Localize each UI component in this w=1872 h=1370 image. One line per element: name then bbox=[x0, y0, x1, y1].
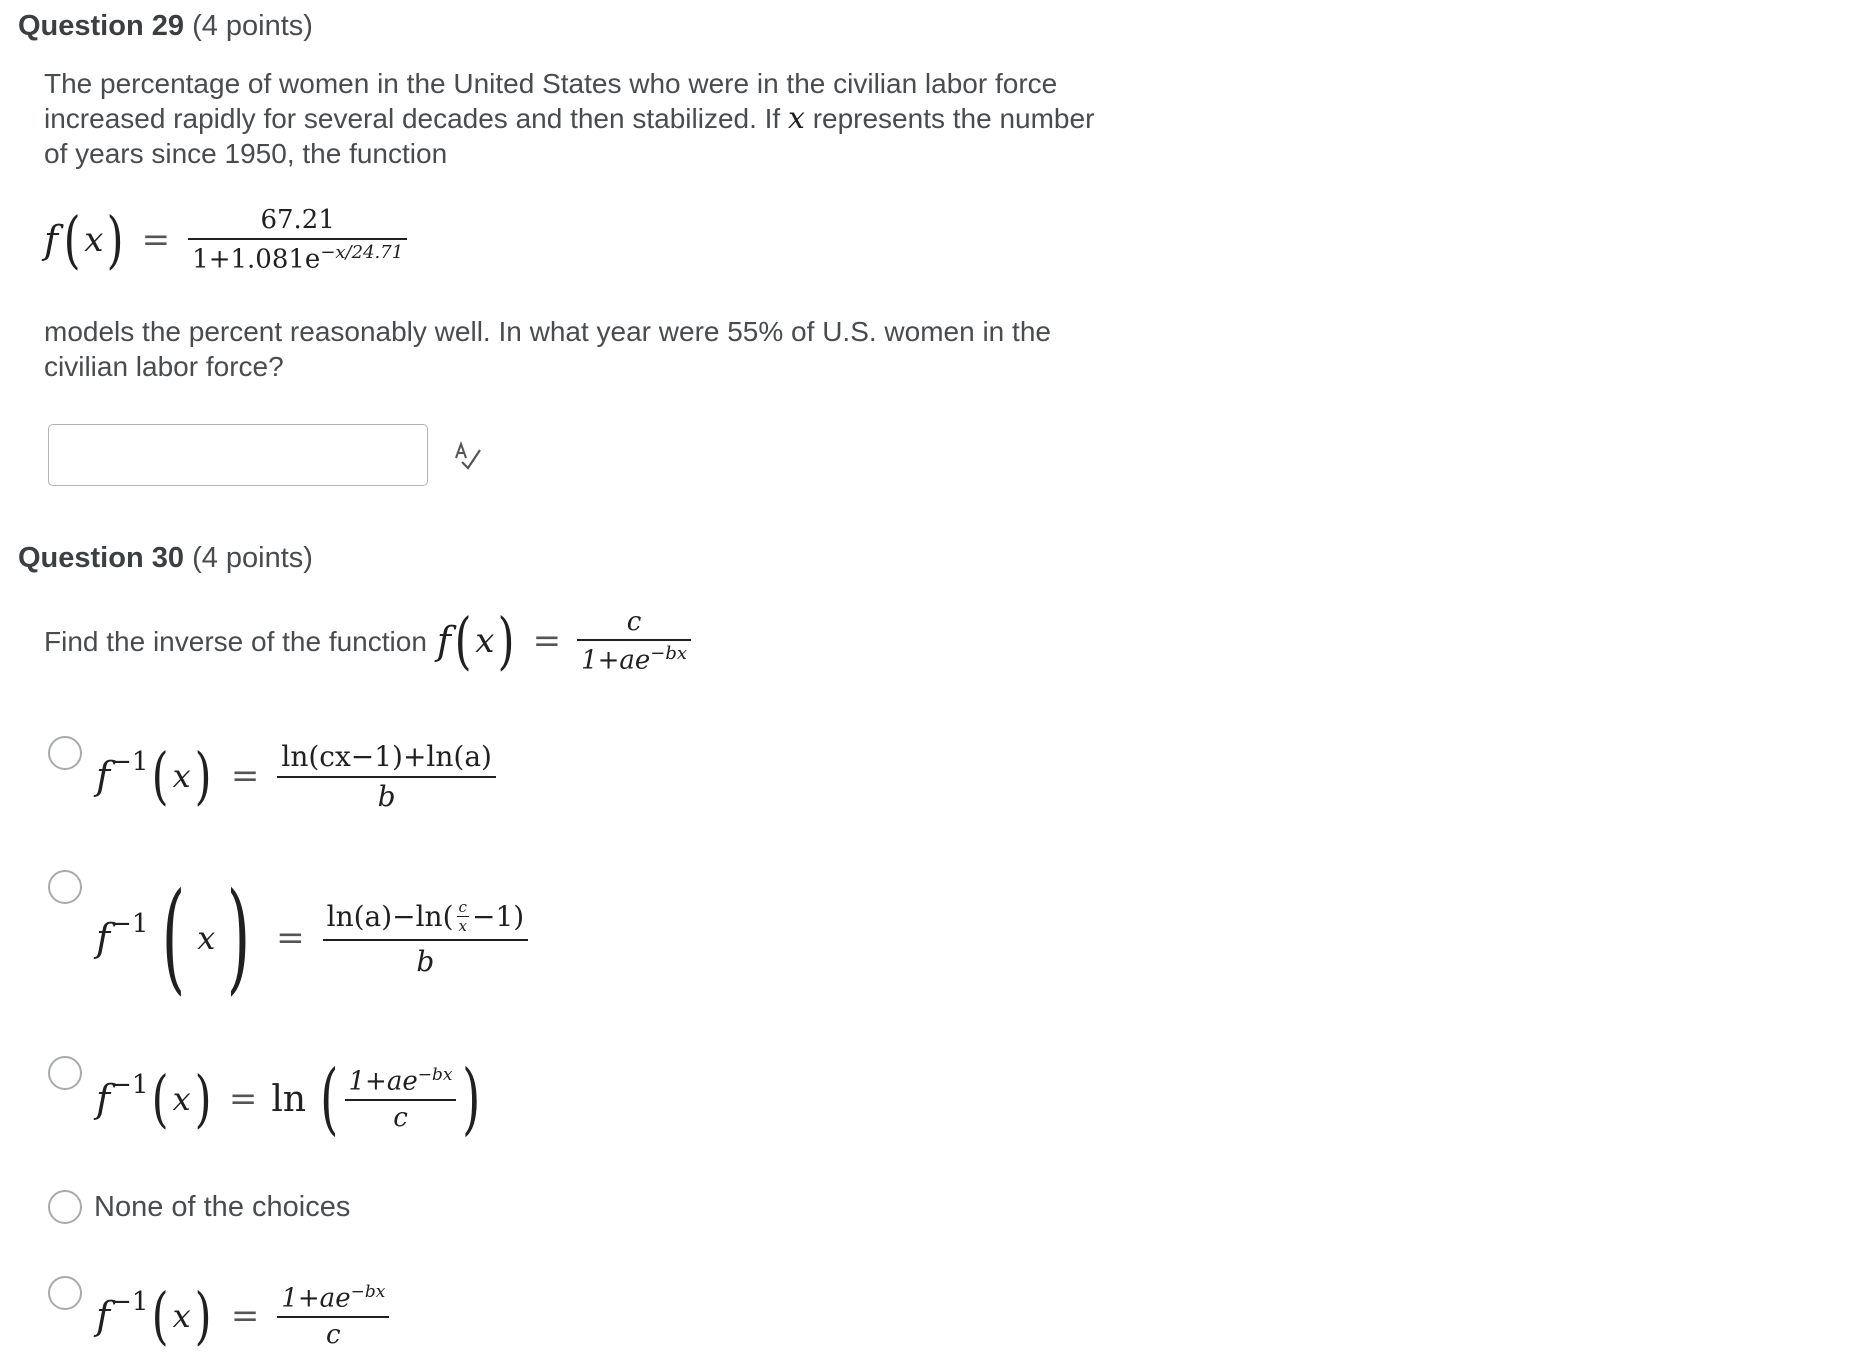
option-3-formula[interactable]: f $^{-1}$ ( x ) = ln ( $\frac{1+ae^{-bx}}{c}$ ) bbox=[96, 1054, 481, 1144]
q29-line-4: models the percent reasonably well. In what year were 55% of U.S. women in the bbox=[44, 316, 1051, 347]
option-4-label[interactable]: None of the choices bbox=[94, 1191, 351, 1223]
option-2-radio[interactable] bbox=[48, 870, 82, 904]
q30-fraction bbox=[577, 607, 691, 676]
q29-line-3: of years since 1950, the function bbox=[44, 138, 448, 169]
q29-line-1: The percentage of women in the United States who were in the civilian labor force bbox=[44, 68, 1058, 99]
q29-formula: f ( x ) = $\frac{67.21}{1+1.081e^{-x/24.71}}$ bbox=[44, 200, 407, 280]
question-29-text-2 bbox=[44, 314, 1194, 384]
q30-prompt-text: Find the inverse of the function bbox=[44, 625, 427, 657]
option-4-radio[interactable] bbox=[48, 1190, 82, 1224]
q29-line-2: increased rapidly for several decades and then stabilized. If x represents the number bbox=[44, 101, 1095, 136]
question-29-header bbox=[18, 10, 313, 43]
q29-numerator: 67.21 bbox=[188, 205, 407, 240]
question-30-label: Question 30 bbox=[18, 542, 184, 574]
q29-line-5: civilian labor force? bbox=[44, 351, 284, 382]
variable-x: x bbox=[787, 101, 805, 136]
question-30-prompt: Find the inverse of the function f ( x ) = $\frac{c}{1+ae^{-bx}}$ bbox=[44, 600, 691, 682]
equals-sign: = bbox=[141, 220, 171, 260]
q29-fraction bbox=[188, 205, 407, 275]
option-5-formula[interactable]: f $^{-1}$ ( x ) = $\frac{1+ae^{-bx}}{c}$ bbox=[96, 1274, 389, 1358]
option-2-formula[interactable]: f $^{-1}$ ( x ) = ln(a)−ln( $\frac{c}{x}$ −1) b bbox=[96, 868, 528, 1008]
option-5-radio[interactable] bbox=[48, 1276, 82, 1310]
question-30-header bbox=[18, 542, 313, 575]
formula-x: x bbox=[84, 220, 104, 260]
formula-f: f bbox=[44, 218, 59, 262]
question-29-points: (4 points) bbox=[192, 10, 313, 42]
q30-numerator: c bbox=[577, 607, 691, 641]
answer-input[interactable] bbox=[48, 424, 428, 486]
option-1-formula[interactable]: f $^{-1}$ ( x ) = $\frac{\ln(cx-1)+\ln(a)}{b}$ bbox=[96, 735, 496, 817]
spellcheck-icon[interactable] bbox=[450, 438, 484, 472]
q29-denominator: $1+1.081e^{-x/24.71}$ bbox=[192, 242, 404, 275]
option-1-radio[interactable] bbox=[48, 736, 82, 770]
question-29-text bbox=[44, 66, 1194, 171]
q30-equals-sign: = bbox=[532, 621, 562, 661]
question-29-label: Question 29 bbox=[18, 10, 184, 42]
q30-formula-x: x bbox=[475, 621, 495, 661]
q30-denominator: $1+ae^{-bx}$ bbox=[581, 642, 688, 676]
question-30-points: (4 points) bbox=[192, 542, 313, 574]
option-3-radio[interactable] bbox=[48, 1056, 82, 1090]
q30-formula-f: f bbox=[436, 619, 451, 663]
